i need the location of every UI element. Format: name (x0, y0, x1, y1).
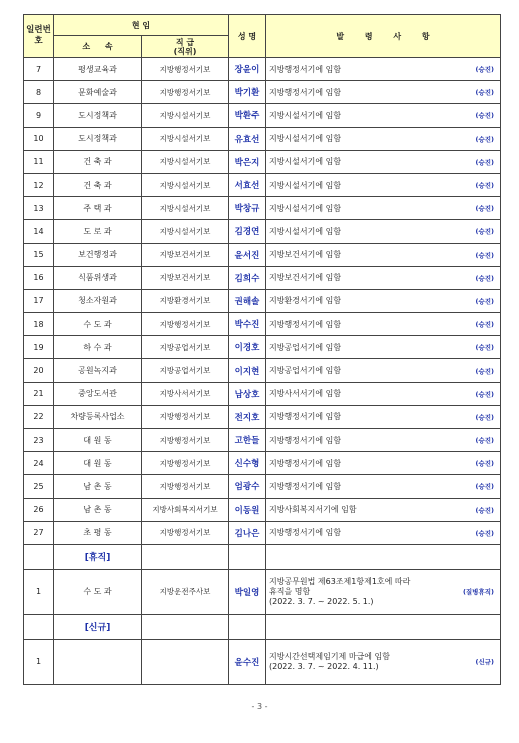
table-row (24, 359, 501, 382)
table-row (24, 220, 501, 243)
row-name: 엄광수 (229, 475, 266, 498)
table-row (24, 81, 501, 104)
row-name: 박수진 (229, 313, 266, 336)
row-name: 김희수 (229, 266, 266, 289)
row-rank: 지방시설서기보 (142, 197, 229, 220)
row-department: 중앙도서관 (54, 382, 142, 405)
header-name: 성 명 (229, 15, 266, 58)
row-department: 평생교육과 (54, 58, 142, 81)
table-row (24, 382, 501, 405)
new-row-detail (266, 639, 501, 684)
row-name: 장윤이 (229, 58, 266, 81)
new-detail-line2: (2022. 3. 7. ~ 2022. 4. 11.) (269, 661, 379, 671)
page-number: - 3 - (251, 702, 268, 711)
leave-row-no: 1 (24, 569, 54, 614)
section-leave-header (24, 544, 501, 569)
row-department: 도 로 과 (54, 220, 142, 243)
row-rank: 지방시설서기보 (142, 127, 229, 150)
new-row-name: 윤수진 (229, 639, 266, 684)
row-rank: 지방공업서기보 (142, 359, 229, 382)
row-name: 윤서진 (229, 243, 266, 266)
leave-row-dept: 수 도 과 (54, 569, 142, 614)
table-row (24, 173, 501, 196)
row-serial-number: 24 (24, 452, 54, 475)
row-detail-text: 지방보건서기에 임함 (269, 273, 342, 283)
row-department: 남 촌 동 (54, 475, 142, 498)
section-new-header (24, 614, 501, 639)
row-department: 건 축 과 (54, 150, 142, 173)
row-serial-number: 21 (24, 382, 54, 405)
row-department: 청소자원과 (54, 289, 142, 312)
table-row (24, 58, 501, 81)
row-department: 식품위생과 (54, 266, 142, 289)
row-detail-text: 지방행정서기에 임함 (269, 64, 342, 74)
row-name: 남상호 (229, 382, 266, 405)
table-row (24, 313, 501, 336)
row-serial-number: 7 (24, 58, 54, 81)
row-rank: 지방행정서기보 (142, 429, 229, 452)
row-promotion-tag: (승진) (475, 251, 494, 260)
header-appointment-detail: 발 령 사 항 (266, 15, 501, 58)
row-detail-text: 지방시설서기에 임함 (269, 203, 342, 213)
row-appointment-detail (266, 220, 501, 243)
appointment-table (23, 14, 501, 685)
header-rank (142, 36, 229, 58)
row-rank: 지방보건서기보 (142, 243, 229, 266)
row-appointment-detail (266, 313, 501, 336)
row-appointment-detail (266, 150, 501, 173)
row-rank: 지방공업서기보 (142, 336, 229, 359)
leave-detail-line1: 지방공무원법 제63조제1항제1호에 따라 (269, 576, 411, 586)
row-name: 고한들 (229, 429, 266, 452)
row-appointment-detail (266, 104, 501, 127)
row-promotion-tag: (승진) (475, 158, 494, 167)
row-promotion-tag: (승진) (475, 390, 494, 399)
new-row-dept (54, 639, 142, 684)
row-name: 이경호 (229, 336, 266, 359)
row-promotion-tag: (승진) (475, 135, 494, 144)
row-name: 김나은 (229, 521, 266, 544)
row-promotion-tag: (승진) (475, 459, 494, 468)
table-row (24, 475, 501, 498)
row-promotion-tag: (승진) (475, 227, 494, 236)
row-department: 건 축 과 (54, 173, 142, 196)
row-rank: 지방사회복지서기보 (142, 498, 229, 521)
row-detail-text: 지방행정서기에 임함 (269, 87, 342, 97)
row-rank: 지방행정서기보 (142, 58, 229, 81)
row-detail-text: 지방행정서기에 임함 (269, 319, 342, 329)
row-appointment-detail (266, 429, 501, 452)
row-serial-number: 18 (24, 313, 54, 336)
new-row-tag: (신규) (475, 657, 494, 666)
row-appointment-detail (266, 58, 501, 81)
header-serial-number: 일련번호 (24, 15, 54, 58)
row-serial-number: 10 (24, 127, 54, 150)
row-promotion-tag: (승진) (475, 529, 494, 538)
appointment-rows (24, 58, 501, 685)
row-name: 박은지 (229, 150, 266, 173)
row-promotion-tag: (승진) (475, 88, 494, 97)
leave-row-tag: (질병휴직) (462, 587, 494, 596)
row-appointment-detail (266, 197, 501, 220)
row-department: 수 도 과 (54, 313, 142, 336)
row-detail-text: 지방보건서기에 임함 (269, 250, 342, 260)
table-row (24, 498, 501, 521)
row-serial-number: 22 (24, 405, 54, 428)
row-serial-number: 19 (24, 336, 54, 359)
row-appointment-detail (266, 521, 501, 544)
row-department: 남 촌 동 (54, 498, 142, 521)
row-promotion-tag: (승진) (475, 506, 494, 515)
row-name: 신수형 (229, 452, 266, 475)
row-department: 대 원 동 (54, 452, 142, 475)
row-rank: 지방행정서기보 (142, 452, 229, 475)
row-promotion-tag: (승진) (475, 181, 494, 190)
row-name: 유효선 (229, 127, 266, 150)
row-appointment-detail (266, 266, 501, 289)
row-name: 권해솔 (229, 289, 266, 312)
row-rank: 지방행정서기보 (142, 521, 229, 544)
table-row (24, 452, 501, 475)
row-detail-text: 지방행정서기에 임함 (269, 481, 342, 491)
row-department: 보건행정과 (54, 243, 142, 266)
leave-row-name: 박일영 (229, 569, 266, 614)
row-serial-number: 16 (24, 266, 54, 289)
row-rank: 지방시설서기보 (142, 104, 229, 127)
section-new-title: [신규] (54, 614, 142, 639)
row-department: 공원녹지과 (54, 359, 142, 382)
row-rank: 지방시설서기보 (142, 150, 229, 173)
row-serial-number: 9 (24, 104, 54, 127)
row-appointment-detail (266, 452, 501, 475)
row-name: 이동원 (229, 498, 266, 521)
row-department: 차량등록사업소 (54, 405, 142, 428)
row-department: 대 원 동 (54, 429, 142, 452)
row-serial-number: 13 (24, 197, 54, 220)
row-serial-number: 23 (24, 429, 54, 452)
row-promotion-tag: (승진) (475, 320, 494, 329)
new-row (24, 639, 501, 684)
row-name: 박창규 (229, 197, 266, 220)
row-detail-text: 지방사서서기에 임함 (269, 389, 342, 399)
row-department: 도시정책과 (54, 127, 142, 150)
row-serial-number: 8 (24, 81, 54, 104)
row-serial-number: 20 (24, 359, 54, 382)
table-row (24, 289, 501, 312)
row-promotion-tag: (승진) (475, 204, 494, 213)
row-promotion-tag: (승진) (475, 111, 494, 120)
row-serial-number: 26 (24, 498, 54, 521)
row-department: 주 택 과 (54, 197, 142, 220)
row-appointment-detail (266, 173, 501, 196)
row-detail-text: 지방사회복지서기에 임함 (269, 505, 357, 515)
row-appointment-detail (266, 81, 501, 104)
row-appointment-detail (266, 336, 501, 359)
row-detail-text: 지방시설서기에 임함 (269, 180, 342, 190)
header-rank-sub: (직위) (173, 46, 197, 56)
row-detail-text: 지방시설서기에 임함 (269, 134, 342, 144)
header-current-position: 현 임 (54, 15, 229, 36)
header-department: 소 속 (54, 36, 142, 58)
row-serial-number: 11 (24, 150, 54, 173)
row-detail-text: 지방환경서기에 임함 (269, 296, 342, 306)
row-detail-text: 지방시설서기에 임함 (269, 110, 342, 120)
row-rank: 지방행정서기보 (142, 475, 229, 498)
row-department: 하 수 과 (54, 336, 142, 359)
row-detail-text: 지방시설서기에 임함 (269, 157, 342, 167)
leave-row-detail (266, 569, 501, 614)
row-rank: 지방행정서기보 (142, 81, 229, 104)
table-row (24, 405, 501, 428)
row-detail-text: 지방공업서기에 임함 (269, 342, 342, 352)
row-name: 박기환 (229, 81, 266, 104)
row-name: 이지현 (229, 359, 266, 382)
row-appointment-detail (266, 405, 501, 428)
row-appointment-detail (266, 127, 501, 150)
row-appointment-detail (266, 289, 501, 312)
row-name: 박환주 (229, 104, 266, 127)
leave-row (24, 569, 501, 614)
row-promotion-tag: (승진) (475, 274, 494, 283)
table-row (24, 197, 501, 220)
row-serial-number: 27 (24, 521, 54, 544)
row-name: 김경연 (229, 220, 266, 243)
row-promotion-tag: (승진) (475, 367, 494, 376)
table-row (24, 521, 501, 544)
row-rank: 지방행정서기보 (142, 405, 229, 428)
row-promotion-tag: (승진) (475, 436, 494, 445)
row-detail-text: 지방행정서기에 임함 (269, 412, 342, 422)
row-detail-text: 지방행정서기에 임함 (269, 435, 342, 445)
row-promotion-tag: (승진) (475, 482, 494, 491)
row-promotion-tag: (승진) (475, 297, 494, 306)
row-appointment-detail (266, 243, 501, 266)
row-department: 문화예술과 (54, 81, 142, 104)
row-promotion-tag: (승진) (475, 65, 494, 74)
row-detail-text: 지방공업서기에 임함 (269, 366, 342, 376)
row-appointment-detail (266, 382, 501, 405)
new-row-no: 1 (24, 639, 54, 684)
row-serial-number: 15 (24, 243, 54, 266)
section-leave-title: [휴직] (54, 544, 142, 569)
row-rank: 지방행정서기보 (142, 313, 229, 336)
table-row (24, 104, 501, 127)
table-row (24, 127, 501, 150)
row-promotion-tag: (승진) (475, 343, 494, 352)
table-row (24, 336, 501, 359)
header-rank-label: 직 급 (175, 37, 195, 47)
table-row (24, 266, 501, 289)
row-rank: 지방시설서기보 (142, 173, 229, 196)
table-row (24, 150, 501, 173)
row-rank: 지방보건서기보 (142, 266, 229, 289)
table-row (24, 243, 501, 266)
new-detail-line1: 지방시간선택제임기제 마급에 임함 (269, 651, 391, 661)
leave-row-rank: 지방운전주사보 (142, 569, 229, 614)
row-detail-text: 지방행정서기에 임함 (269, 458, 342, 468)
row-appointment-detail (266, 475, 501, 498)
row-serial-number: 17 (24, 289, 54, 312)
row-department: 초 평 동 (54, 521, 142, 544)
leave-detail-line2: 휴직을 명함 (269, 586, 311, 596)
row-name: 전지호 (229, 405, 266, 428)
row-serial-number: 25 (24, 475, 54, 498)
row-department: 도시정책과 (54, 104, 142, 127)
row-promotion-tag: (승진) (475, 413, 494, 422)
table-row (24, 429, 501, 452)
leave-detail-line3: (2022. 3. 7. ~ 2022. 5. 1.) (269, 596, 374, 606)
row-serial-number: 12 (24, 173, 54, 196)
new-row-rank (142, 639, 229, 684)
row-appointment-detail (266, 359, 501, 382)
row-appointment-detail (266, 498, 501, 521)
row-name: 서효선 (229, 173, 266, 196)
row-detail-text: 지방시설서기에 임함 (269, 226, 342, 236)
row-rank: 지방환경서기보 (142, 289, 229, 312)
row-rank: 지방사서서기보 (142, 382, 229, 405)
row-detail-text: 지방행정서기에 임함 (269, 528, 342, 538)
row-serial-number: 14 (24, 220, 54, 243)
row-rank: 지방시설서기보 (142, 220, 229, 243)
